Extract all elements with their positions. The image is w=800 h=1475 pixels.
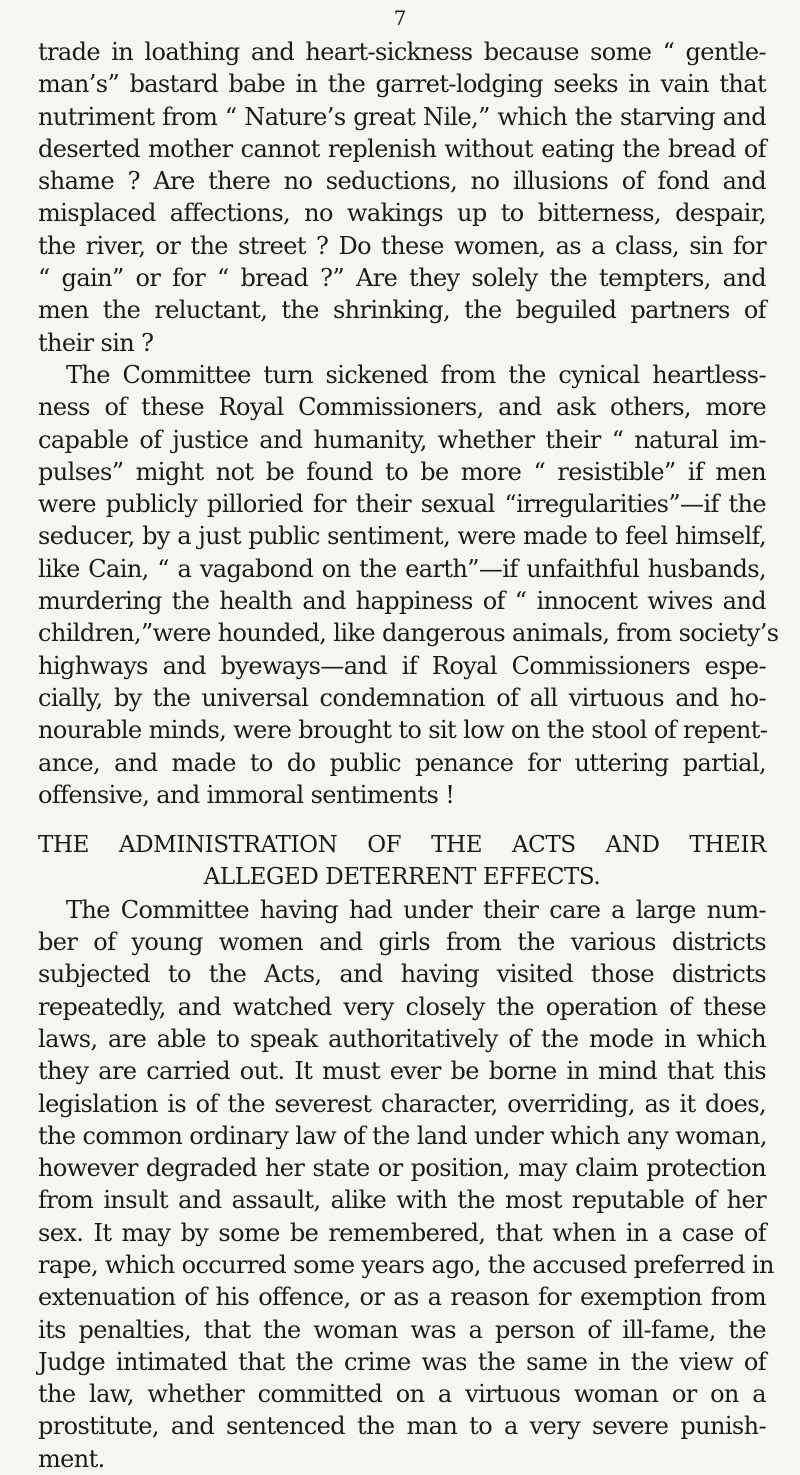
text-line: trade in loathing and heart-sickness because some “ gentle-	[38, 38, 766, 66]
text-line: ment.	[38, 1444, 105, 1473]
text-line: the river, or the street ? Do these women, as a class, sin for	[38, 231, 766, 260]
text-line: capable of justice and humanity, whether their “ natural im-	[38, 425, 766, 454]
text-line: Judge intimated that the crime was the same in the view of	[38, 1347, 766, 1376]
text-line: shame ? Are there no seductions, no illusions of fond and	[38, 167, 766, 196]
text-line: The Committee turn sickened from the cynical heartless-	[66, 360, 766, 389]
text-line: the common ordinary law of the land under which any woman,	[38, 1121, 767, 1150]
text-line: from insult and assault, alike with the most reputable of her	[38, 1186, 766, 1215]
text-line: they are carried out. It must ever be borne in mind that this	[38, 1057, 766, 1086]
text-line: their sin ?	[38, 328, 154, 357]
text-line: prostitute, and sentenced the man to a very severe punish-	[38, 1412, 766, 1441]
section-heading	[38, 829, 766, 894]
text-line: nutriment from “ Nature’s great Nile,” which the starving and	[38, 102, 766, 131]
text-line: deserted mother cannot replenish without eating the bread of	[38, 134, 766, 163]
text-line: sex. It may by some be remembered, that when in a case of	[38, 1218, 766, 1247]
text-line: repeatedly, and watched very closely the operation of these	[38, 992, 766, 1021]
text-line: ber of young women and girls from the various districts	[38, 928, 766, 957]
text-line: pulses” might not be found to be more “ resistible” if men	[38, 457, 766, 486]
text-line: legislation is of the severest character, overriding, as it does,	[38, 1089, 766, 1118]
paragraph-2	[38, 359, 779, 811]
text-line: seducer, by a just public sentiment, were made to feel himself,	[38, 522, 766, 551]
heading-line: ALLEGED DETERRENT EFFECTS.	[203, 864, 601, 891]
text-line: extenuation of his offence, or as a reason for exemption from	[38, 1283, 766, 1312]
text-line: like Cain, “ a vagabond on the earth”—if unfaithful husbands,	[38, 554, 766, 583]
text-body	[38, 36, 779, 1475]
page-number: 7	[393, 6, 407, 30]
text-line: man’s” bastard babe in the garret-lodging seeks in vain that	[38, 70, 766, 99]
text-line: children,”were hounded, like dangerous animals, from society’s	[38, 619, 779, 648]
paragraph-3	[38, 894, 774, 1475]
text-line: cially, by the universal condemnation of all virtuous and ho-	[38, 683, 766, 712]
heading-line: THE ADMINISTRATION OF THE ACTS AND THEIR	[38, 832, 766, 859]
section-spacer	[38, 811, 766, 829]
text-line: its penalties, that the woman was a person of ill-fame, the	[38, 1315, 766, 1344]
text-line: nourable minds, were brought to sit low on the stool of repent-	[38, 716, 768, 745]
text-line: The Committee having had under their care a large num-	[66, 895, 766, 924]
text-line: ness of these Royal Commissioners, and ask others, more	[38, 393, 766, 422]
text-line: offensive, and immoral sentiments !	[38, 780, 455, 809]
text-line: “ gain” or for “ bread ?” Are they solely the tempters, and	[38, 264, 766, 293]
text-line: ance, and made to do public penance for uttering partial,	[38, 748, 766, 777]
paragraph-1	[38, 36, 766, 359]
text-line: murdering the health and happiness of “ innocent wives and	[38, 587, 766, 616]
text-line: laws, are able to speak authoritatively of the mode in which	[38, 1024, 766, 1053]
text-line: the law, whether committed on a virtuous woman or on a	[38, 1380, 766, 1409]
text-line: rape, which occurred some years ago, the accused preferred in	[38, 1250, 774, 1279]
text-line: subjected to the Acts, and having visited those districts	[38, 960, 766, 989]
text-line: misplaced affections, no wakings up to bitterness, despair,	[38, 199, 766, 228]
text-line: highways and byeways—and if Royal Commissioners espe-	[38, 651, 766, 680]
text-line: however degraded her state or position, may claim protection	[38, 1154, 766, 1183]
text-line: men the reluctant, the shrinking, the beguiled partners of	[38, 296, 766, 325]
text-line: were publicly pilloried for their sexual “irregularities”—if the	[38, 490, 766, 519]
